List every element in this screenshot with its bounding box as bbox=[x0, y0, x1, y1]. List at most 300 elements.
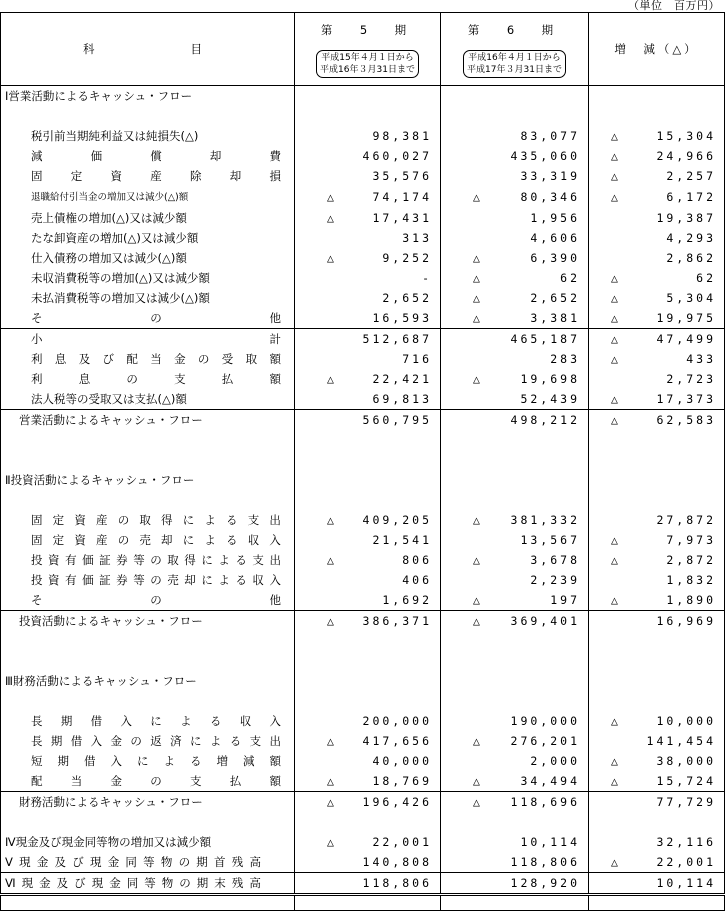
negative-mark: △ bbox=[327, 734, 337, 748]
cash-flow-table bbox=[0, 12, 725, 911]
amount: 24,966 bbox=[656, 149, 716, 163]
blank-row bbox=[1, 106, 725, 126]
amount: 512,687 bbox=[362, 332, 432, 346]
period-6-value bbox=[441, 751, 589, 771]
period-5-value bbox=[295, 550, 441, 570]
item-label bbox=[1, 308, 295, 329]
amount: 435,060 bbox=[510, 149, 580, 163]
amount: 2,862 bbox=[666, 251, 716, 265]
amount: 98,381 bbox=[372, 129, 432, 143]
item-label bbox=[1, 751, 295, 771]
change-value bbox=[589, 410, 725, 431]
label-text: 税引前当期純利益又は純損失(△) bbox=[31, 129, 199, 143]
negative-mark: △ bbox=[327, 795, 337, 809]
period-5-value bbox=[295, 873, 441, 895]
period-5-value bbox=[295, 711, 441, 731]
period-5-name: 第 5 期 bbox=[320, 23, 415, 37]
period-6-range-end: 平成17年３月31日まで bbox=[467, 65, 562, 75]
change-value bbox=[589, 570, 725, 590]
table-row bbox=[1, 590, 725, 611]
table-row bbox=[1, 248, 725, 268]
table-row bbox=[1, 771, 725, 792]
amount: 2,000 bbox=[530, 754, 580, 768]
period-5-range bbox=[316, 50, 419, 78]
label-text: たな卸資産の増加(△)又は減少額 bbox=[31, 231, 199, 245]
table-row bbox=[1, 329, 725, 350]
total-label bbox=[1, 792, 295, 813]
table-row bbox=[1, 146, 725, 166]
change-value bbox=[589, 248, 725, 268]
period-5-value bbox=[295, 288, 441, 308]
item-label bbox=[1, 126, 295, 146]
amount: 197 bbox=[550, 593, 580, 607]
amount: 27,872 bbox=[656, 513, 716, 527]
negative-mark: △ bbox=[611, 169, 621, 183]
item-label bbox=[1, 711, 295, 731]
item-label bbox=[1, 731, 295, 751]
period-6-value bbox=[441, 570, 589, 590]
label-text: 未払消費税等の増加又は減少(△)額 bbox=[31, 291, 210, 305]
change-value bbox=[589, 450, 725, 470]
amount: 381,332 bbox=[510, 513, 580, 527]
closing-rule-row bbox=[1, 895, 725, 911]
negative-mark: △ bbox=[473, 372, 483, 386]
period-6-value bbox=[441, 731, 589, 751]
period-5-value bbox=[295, 470, 441, 490]
change-value bbox=[589, 268, 725, 288]
blank-row bbox=[1, 430, 725, 450]
grand-label bbox=[1, 852, 295, 873]
amount: 141,454 bbox=[646, 734, 716, 748]
period-6-value bbox=[441, 530, 589, 550]
period-6-value bbox=[441, 611, 589, 632]
label-text: 固 定 資 産 の 取 得 に よ る 支 出 bbox=[31, 513, 281, 527]
period-5-value bbox=[295, 490, 441, 510]
period-5-value bbox=[295, 590, 441, 611]
table-header-row bbox=[1, 13, 725, 86]
period-5-header bbox=[295, 13, 441, 86]
table-row bbox=[1, 470, 725, 490]
negative-mark: △ bbox=[327, 513, 337, 527]
period-6-value bbox=[441, 208, 589, 228]
change-value bbox=[589, 550, 725, 570]
item-label bbox=[1, 369, 295, 389]
period-6-value bbox=[441, 369, 589, 389]
amount: 16,969 bbox=[656, 614, 716, 628]
negative-mark: △ bbox=[611, 352, 621, 366]
negative-mark: △ bbox=[473, 553, 483, 567]
change-value bbox=[589, 812, 725, 832]
period-5-value bbox=[295, 166, 441, 186]
amount: 10,114 bbox=[520, 835, 580, 849]
negative-mark: △ bbox=[611, 413, 621, 427]
negative-mark: △ bbox=[611, 392, 621, 406]
amount: 74,174 bbox=[372, 190, 432, 204]
change-value bbox=[589, 329, 725, 350]
period-6-value bbox=[441, 771, 589, 792]
amount: 18,769 bbox=[372, 774, 432, 788]
amount: 128,920 bbox=[510, 876, 580, 890]
amount: 22,421 bbox=[372, 372, 432, 386]
period-5-value bbox=[295, 510, 441, 530]
table-row bbox=[1, 288, 725, 308]
amount: 33,319 bbox=[520, 169, 580, 183]
label-text: 投 資 有 価 証 券 等 の 取 得 に よ る 支 出 bbox=[31, 553, 281, 567]
table-row bbox=[1, 86, 725, 107]
amount: 118,696 bbox=[510, 795, 580, 809]
blank-row bbox=[1, 651, 725, 671]
label-text: Ⅴ 現 金 及 び 現 金 同 等 物 の 期 首 残 高 bbox=[5, 855, 261, 869]
table-row bbox=[1, 186, 725, 208]
period-6-value bbox=[441, 106, 589, 126]
period-6-range-start: 平成16年４月１日から bbox=[468, 53, 561, 63]
amount: 2,723 bbox=[666, 372, 716, 386]
negative-mark: △ bbox=[611, 332, 621, 346]
amount: 40,000 bbox=[372, 754, 432, 768]
item-label bbox=[1, 186, 295, 208]
period-5-value bbox=[295, 731, 441, 751]
negative-mark: △ bbox=[611, 593, 621, 607]
period-6-value bbox=[441, 590, 589, 611]
label-text: 長 期 借 入 に よ る 収 入 bbox=[31, 714, 281, 728]
period-6-value bbox=[441, 410, 589, 431]
item-label bbox=[1, 570, 295, 590]
amount: 35,576 bbox=[372, 169, 432, 183]
table-row bbox=[1, 671, 725, 691]
change-header: 増 減（△） bbox=[589, 13, 725, 86]
period-6-value bbox=[441, 146, 589, 166]
label-text: 投 資 有 価 証 券 等 の 売 却 に よ る 収 入 bbox=[31, 573, 281, 587]
change-value bbox=[589, 208, 725, 228]
negative-mark: △ bbox=[611, 291, 621, 305]
period-6-value bbox=[441, 308, 589, 329]
amount: 15,304 bbox=[656, 129, 716, 143]
section-label bbox=[1, 470, 295, 490]
period-6-value bbox=[441, 631, 589, 651]
amount: 6,172 bbox=[666, 190, 716, 204]
label-text: Ⅰ営業活動によるキャッシュ・フロー bbox=[5, 89, 193, 103]
amount: 17,373 bbox=[656, 392, 716, 406]
closing-cell bbox=[1, 895, 295, 911]
amount: 369,401 bbox=[510, 614, 580, 628]
amount: 22,001 bbox=[372, 835, 432, 849]
period-5-value bbox=[295, 268, 441, 288]
amount: 2,872 bbox=[666, 553, 716, 567]
negative-mark: △ bbox=[327, 190, 337, 204]
label-text: 財務活動によるキャッシュ・フロー bbox=[19, 795, 203, 809]
period-5-value bbox=[295, 530, 441, 550]
amount: 417,656 bbox=[362, 734, 432, 748]
period-6-header bbox=[441, 13, 589, 86]
item-label bbox=[1, 510, 295, 530]
period-5-value bbox=[295, 812, 441, 832]
period-5-value bbox=[295, 248, 441, 268]
period-6-value bbox=[441, 268, 589, 288]
change-value bbox=[589, 186, 725, 208]
period-5-value bbox=[295, 308, 441, 329]
period-5-value bbox=[295, 771, 441, 792]
negative-mark: △ bbox=[473, 774, 483, 788]
change-value bbox=[589, 631, 725, 651]
period-6-range bbox=[463, 50, 566, 78]
negative-mark: △ bbox=[473, 311, 483, 325]
period-6-value bbox=[441, 550, 589, 570]
blank-cell bbox=[1, 651, 295, 671]
table-row bbox=[1, 731, 725, 751]
item-label bbox=[1, 248, 295, 268]
change-value bbox=[589, 308, 725, 329]
table-row bbox=[1, 349, 725, 369]
blank-cell bbox=[1, 490, 295, 510]
period-6-value bbox=[441, 126, 589, 146]
negative-mark: △ bbox=[473, 795, 483, 809]
amount: 498,212 bbox=[510, 413, 580, 427]
period-6-value bbox=[441, 470, 589, 490]
change-value bbox=[589, 671, 725, 691]
label-text: 利 息 及 び 配 当 金 の 受 取 額 bbox=[31, 352, 281, 366]
period-6-value bbox=[441, 832, 589, 852]
period-5-value bbox=[295, 86, 441, 107]
period-6-value bbox=[441, 852, 589, 873]
change-value bbox=[589, 369, 725, 389]
change-value bbox=[589, 873, 725, 895]
table-row bbox=[1, 166, 725, 186]
label-text: 固 定 資 産 除 却 損 bbox=[31, 169, 281, 183]
amount: 69,813 bbox=[372, 392, 432, 406]
change-value bbox=[589, 691, 725, 711]
blank-cell bbox=[1, 450, 295, 470]
amount: 2,257 bbox=[666, 169, 716, 183]
negative-mark: △ bbox=[611, 271, 621, 285]
table-row bbox=[1, 832, 725, 852]
item-label bbox=[1, 771, 295, 792]
period-5-value bbox=[295, 369, 441, 389]
section-label bbox=[1, 671, 295, 691]
period-6-value bbox=[441, 450, 589, 470]
label-text: 営業活動によるキャッシュ・フロー bbox=[19, 413, 203, 427]
amount: 16,593 bbox=[372, 311, 432, 325]
table-row bbox=[1, 510, 725, 530]
item-label bbox=[1, 349, 295, 369]
amount: 38,000 bbox=[656, 754, 716, 768]
change-value bbox=[589, 530, 725, 550]
amount: 560,795 bbox=[362, 413, 432, 427]
negative-mark: △ bbox=[611, 311, 621, 325]
negative-mark: △ bbox=[611, 129, 621, 143]
amount: 3,678 bbox=[530, 553, 580, 567]
period-5-value bbox=[295, 146, 441, 166]
item-label bbox=[1, 166, 295, 186]
negative-mark: △ bbox=[611, 533, 621, 547]
amount: 409,205 bbox=[362, 513, 432, 527]
period-5-value bbox=[295, 852, 441, 873]
blank-row bbox=[1, 490, 725, 510]
table-row bbox=[1, 126, 725, 146]
label-text: 売上債権の増加(△)又は減少額 bbox=[31, 211, 187, 225]
blank-row bbox=[1, 631, 725, 651]
amount: 62 bbox=[696, 271, 716, 285]
blank-row bbox=[1, 450, 725, 470]
change-value bbox=[589, 832, 725, 852]
period-5-value bbox=[295, 691, 441, 711]
change-value bbox=[589, 711, 725, 731]
change-value bbox=[589, 510, 725, 530]
amount: 5,304 bbox=[666, 291, 716, 305]
amount: 1,832 bbox=[666, 573, 716, 587]
label-text: 固 定 資 産 の 売 却 に よ る 収 入 bbox=[31, 533, 281, 547]
table-row bbox=[1, 410, 725, 431]
amount: 4,293 bbox=[666, 231, 716, 245]
amount: 9,252 bbox=[382, 251, 432, 265]
amount: - bbox=[422, 271, 432, 285]
negative-mark: △ bbox=[473, 190, 483, 204]
table-row bbox=[1, 611, 725, 632]
table-row bbox=[1, 369, 725, 389]
period-5-value bbox=[295, 792, 441, 813]
item-label bbox=[1, 550, 295, 570]
period-5-value bbox=[295, 126, 441, 146]
negative-mark: △ bbox=[473, 734, 483, 748]
change-value bbox=[589, 731, 725, 751]
period-6-value bbox=[441, 873, 589, 895]
blank-cell bbox=[1, 691, 295, 711]
period-6-value bbox=[441, 186, 589, 208]
amount: 1,956 bbox=[530, 211, 580, 225]
label-text: 減 価 償 却 費 bbox=[31, 149, 281, 163]
negative-mark: △ bbox=[611, 714, 621, 728]
period-6-value bbox=[441, 711, 589, 731]
label-text: 長 期 借 入 金 の 返 済 に よ る 支 出 bbox=[31, 734, 281, 748]
negative-mark: △ bbox=[611, 754, 621, 768]
item-label bbox=[1, 389, 295, 410]
amount: 190,000 bbox=[510, 714, 580, 728]
period-6-value bbox=[441, 349, 589, 369]
amount: 21,541 bbox=[372, 533, 432, 547]
period-6-value bbox=[441, 651, 589, 671]
amount: 52,439 bbox=[520, 392, 580, 406]
grand-label bbox=[1, 832, 295, 852]
amount: 460,027 bbox=[362, 149, 432, 163]
amount: 140,808 bbox=[362, 855, 432, 869]
negative-mark: △ bbox=[327, 835, 337, 849]
period-6-value bbox=[441, 490, 589, 510]
label-text: Ⅲ財務活動によるキャッシュ・フロー bbox=[5, 674, 197, 688]
amount: 10,000 bbox=[656, 714, 716, 728]
blank-row bbox=[1, 691, 725, 711]
table-row bbox=[1, 751, 725, 771]
change-value bbox=[589, 106, 725, 126]
change-value bbox=[589, 611, 725, 632]
amount: 19,387 bbox=[656, 211, 716, 225]
amount: 2,239 bbox=[530, 573, 580, 587]
label-text: 退職給付引当金の増加又は減少(△)額 bbox=[31, 192, 189, 203]
negative-mark: △ bbox=[611, 855, 621, 869]
table-row bbox=[1, 792, 725, 813]
amount: 196,426 bbox=[362, 795, 432, 809]
label-text: そ の 他 bbox=[31, 311, 281, 325]
change-value bbox=[589, 349, 725, 369]
amount: 806 bbox=[402, 553, 432, 567]
period-6-value bbox=[441, 228, 589, 248]
period-6-value bbox=[441, 86, 589, 107]
negative-mark: △ bbox=[327, 614, 337, 628]
amount: 77,729 bbox=[656, 795, 716, 809]
blank-cell bbox=[1, 106, 295, 126]
table-row bbox=[1, 228, 725, 248]
period-5-value bbox=[295, 651, 441, 671]
negative-mark: △ bbox=[611, 774, 621, 788]
closing-cell bbox=[441, 895, 589, 911]
amount: 1,890 bbox=[666, 593, 716, 607]
change-value bbox=[589, 490, 725, 510]
amount: 62 bbox=[560, 271, 580, 285]
label-text: Ⅵ 現 金 及 び 現 金 同 等 物 の 期 末 残 高 bbox=[5, 876, 261, 890]
table-row bbox=[1, 873, 725, 895]
amount: 6,390 bbox=[530, 251, 580, 265]
item-label bbox=[1, 288, 295, 308]
period-5-value bbox=[295, 611, 441, 632]
period-5-value bbox=[295, 186, 441, 208]
negative-mark: △ bbox=[473, 614, 483, 628]
negative-mark: △ bbox=[473, 513, 483, 527]
table-row bbox=[1, 570, 725, 590]
change-value bbox=[589, 389, 725, 410]
grand-label bbox=[1, 873, 295, 895]
amount: 118,806 bbox=[510, 855, 580, 869]
label-text: 投資活動によるキャッシュ・フロー bbox=[19, 614, 203, 628]
label-text: 仕入債務の増加又は減少(△)額 bbox=[31, 251, 187, 265]
label-text: 法人税等の受取又は支払(△)額 bbox=[31, 392, 187, 406]
table-row bbox=[1, 389, 725, 410]
period-6-value bbox=[441, 510, 589, 530]
negative-mark: △ bbox=[327, 372, 337, 386]
amount: 19,698 bbox=[520, 372, 580, 386]
section-label bbox=[1, 86, 295, 107]
change-value bbox=[589, 86, 725, 107]
change-value bbox=[589, 751, 725, 771]
label-text: 小 計 bbox=[31, 332, 281, 346]
period-5-value bbox=[295, 228, 441, 248]
amount: 15,724 bbox=[656, 774, 716, 788]
blank-cell bbox=[1, 430, 295, 450]
amount: 83,077 bbox=[520, 129, 580, 143]
period-6-value bbox=[441, 389, 589, 410]
amount: 47,499 bbox=[656, 332, 716, 346]
amount: 80,346 bbox=[520, 190, 580, 204]
unit-note: （単位 百万円） bbox=[628, 0, 720, 12]
label-text: Ⅱ投資活動によるキャッシュ・フロー bbox=[5, 473, 195, 487]
period-5-value bbox=[295, 450, 441, 470]
item-label bbox=[1, 228, 295, 248]
total-label bbox=[1, 611, 295, 632]
amount: 406 bbox=[402, 573, 432, 587]
amount: 34,494 bbox=[520, 774, 580, 788]
amount: 283 bbox=[550, 352, 580, 366]
change-value bbox=[589, 430, 725, 450]
period-5-value bbox=[295, 631, 441, 651]
amount: 465,187 bbox=[510, 332, 580, 346]
period-5-value bbox=[295, 430, 441, 450]
blank-cell bbox=[1, 631, 295, 651]
period-5-value bbox=[295, 329, 441, 350]
amount: 4,606 bbox=[530, 231, 580, 245]
period-5-range-end: 平成16年３月31日まで bbox=[320, 65, 415, 75]
amount: 200,000 bbox=[362, 714, 432, 728]
label-text: 利 息 の 支 払 額 bbox=[31, 372, 281, 386]
subject-header: 科 目 bbox=[1, 13, 295, 86]
amount: 13,567 bbox=[520, 533, 580, 547]
period-5-value bbox=[295, 389, 441, 410]
